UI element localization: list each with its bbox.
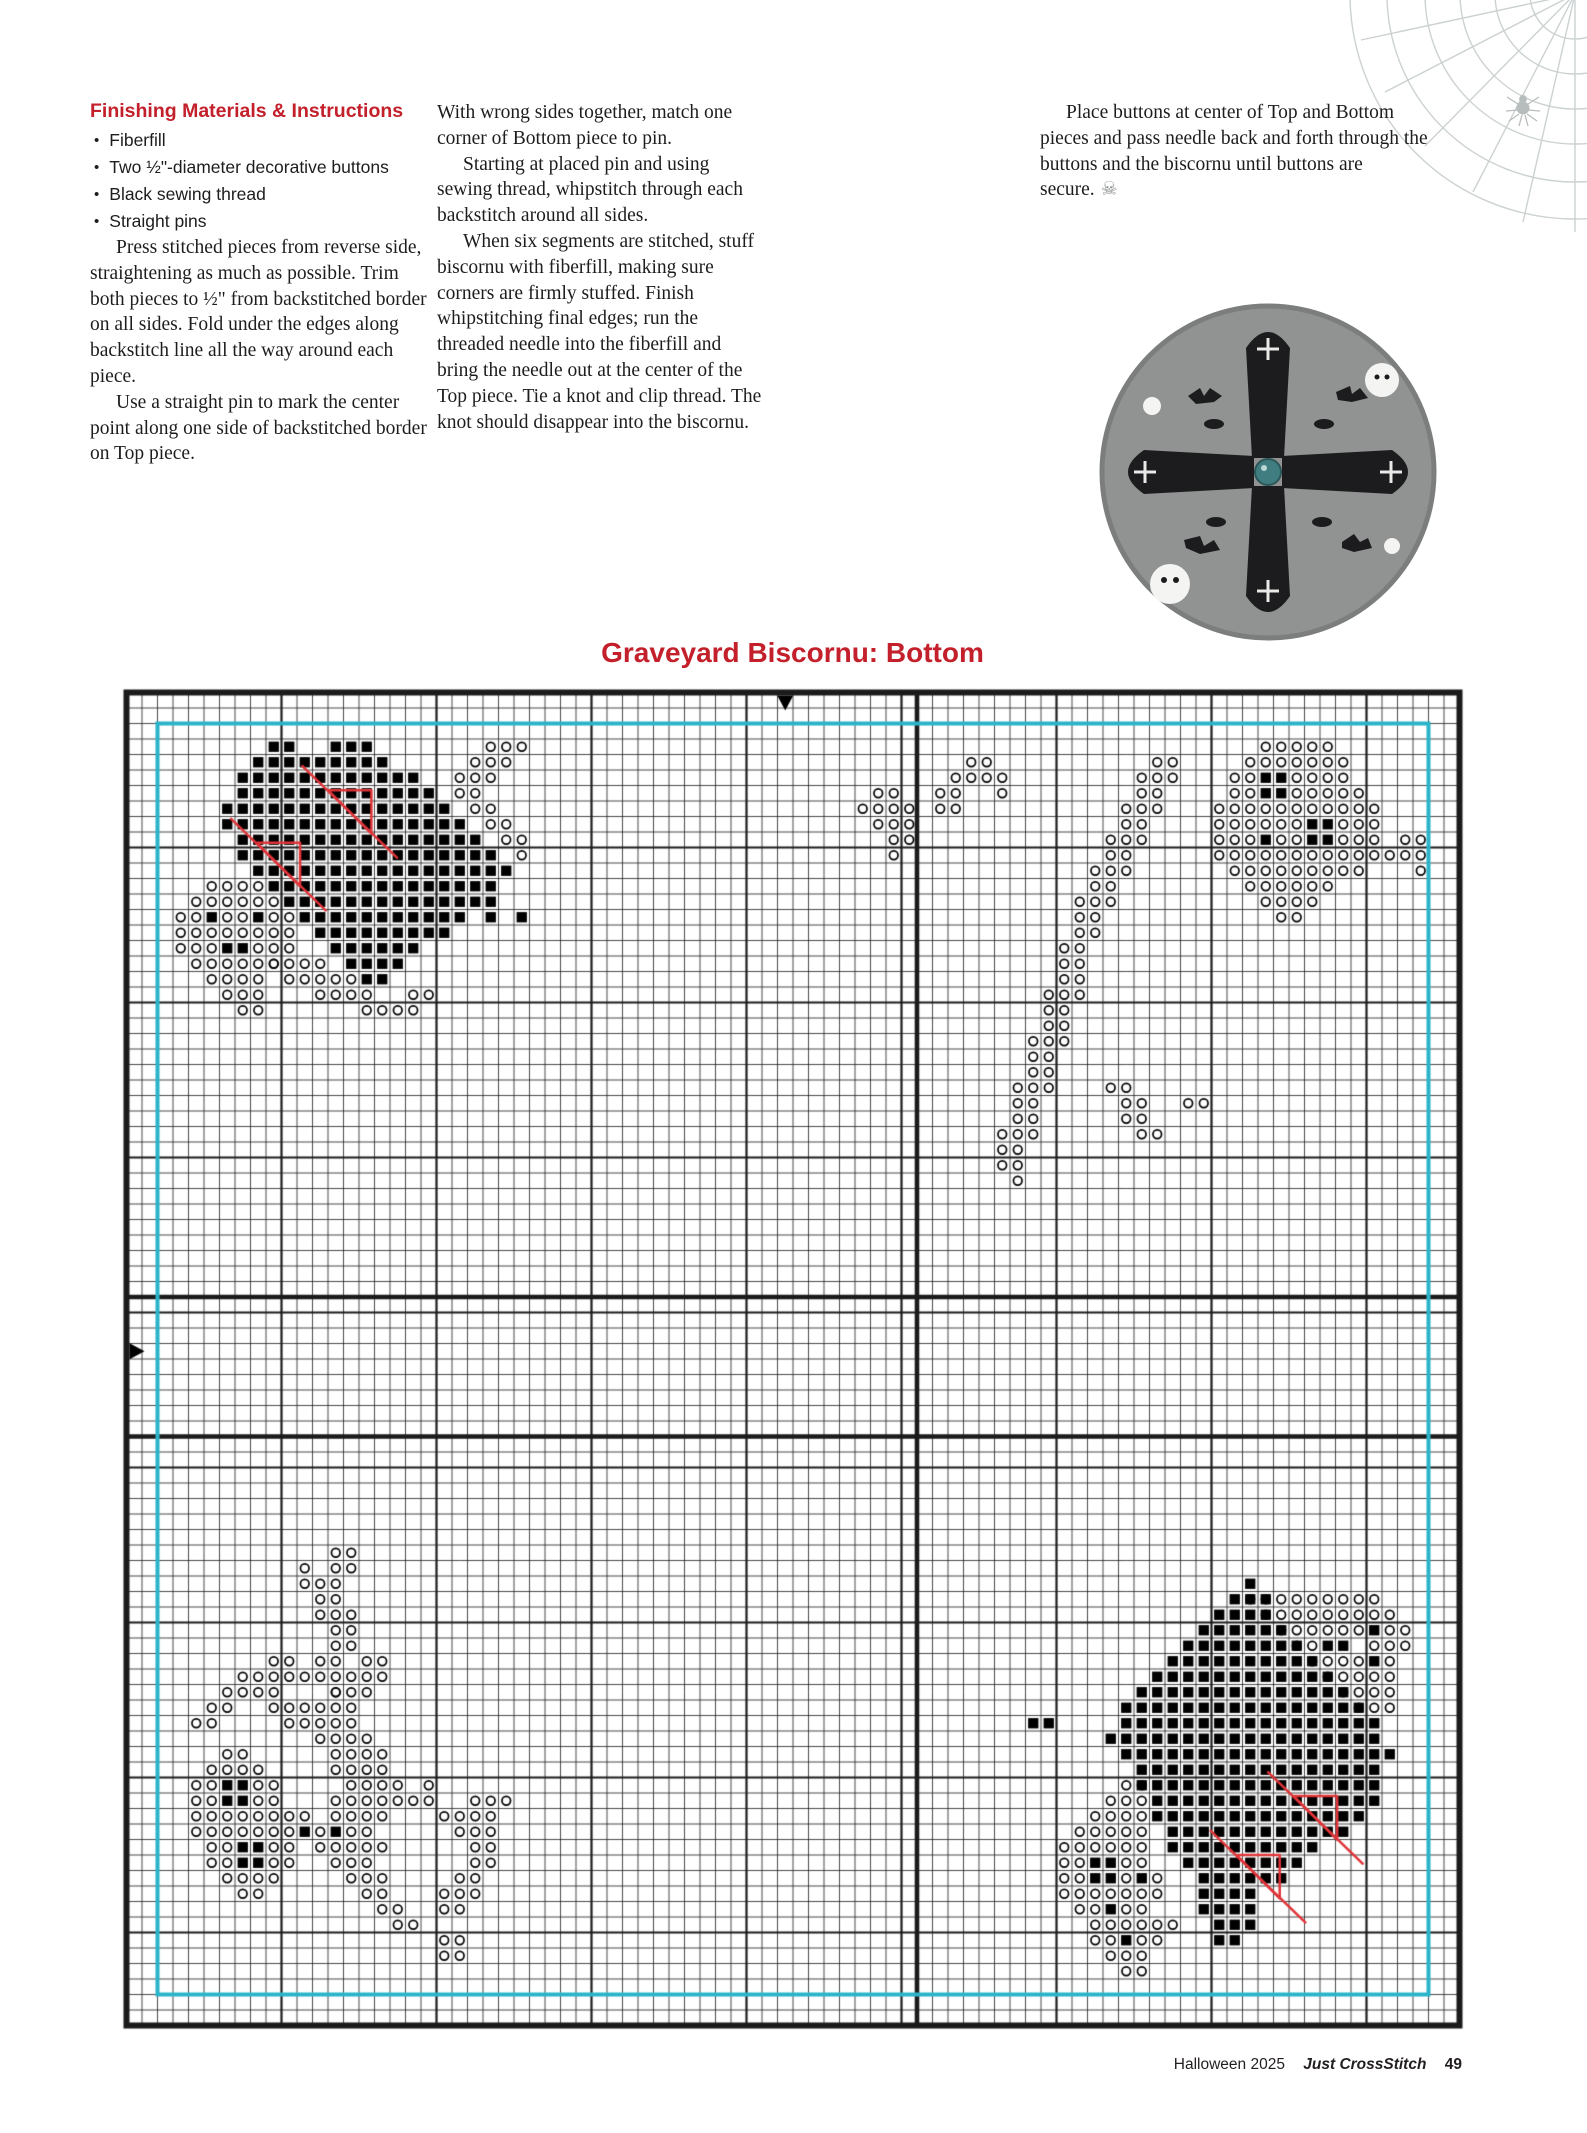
page-footer — [0, 2056, 1462, 2074]
biscornu-photo — [1092, 296, 1444, 644]
finishing-heading: Finishing Materials & Instructions — [90, 100, 404, 122]
list-item: • Fiberfill — [90, 127, 428, 154]
footer-issue: Halloween 2025 — [1173, 2056, 1285, 2073]
body-paragraph: Place buttons at center of Top and Bottom pieces and pass needle back and forth through the buttons and the biscornu until buttons are secure. ☠ — [1040, 102, 1428, 201]
list-item: • Black sewing thread — [90, 181, 428, 208]
footer-magazine: Just CrossStitch — [1303, 2056, 1427, 2073]
spider-icon — [1506, 96, 1540, 126]
column-instructions — [437, 100, 767, 435]
stitch-chart-canvas — [122, 688, 1464, 2030]
body-paragraph: When six segments are stitched, stuff biscornu with fiberfill, making sure corners are firmly stuffed. Finish whipstitching final edges; run the threaded needle into the fiberfill and bring the needle out at the center of the Top piece. Tie a knot and clip thread. The knot should disappear into the biscornu. — [437, 230, 762, 433]
skull-end-icon: ☠ — [1100, 178, 1118, 201]
body-paragraph: Starting at placed pin and using sewing thread, whipstitch through each backstitch around all sides. — [437, 153, 743, 227]
list-item: • Straight pins — [90, 208, 428, 235]
footer-page-number: 49 — [1444, 2056, 1462, 2073]
body-paragraph: Press stitched pieces from reverse side, straightening as much as possible. Trim both pieces to ½" from backstitched border on all sides. Fold under the edges along backstitch line all the way around each piece. — [90, 237, 427, 387]
column-finishing — [90, 100, 428, 467]
chart-title: Graveyard Biscornu: Bottom — [601, 637, 984, 668]
body-paragraph: Use a straight pin to mark the center point along one side of backstitched border on Top piece. — [90, 391, 427, 465]
column-buttons — [1040, 100, 1445, 203]
list-item: • Two ½"-diameter decorative buttons — [90, 154, 428, 181]
materials-list — [90, 127, 428, 235]
body-paragraph: With wrong sides together, match one corner of Bottom piece to pin. — [437, 102, 733, 149]
